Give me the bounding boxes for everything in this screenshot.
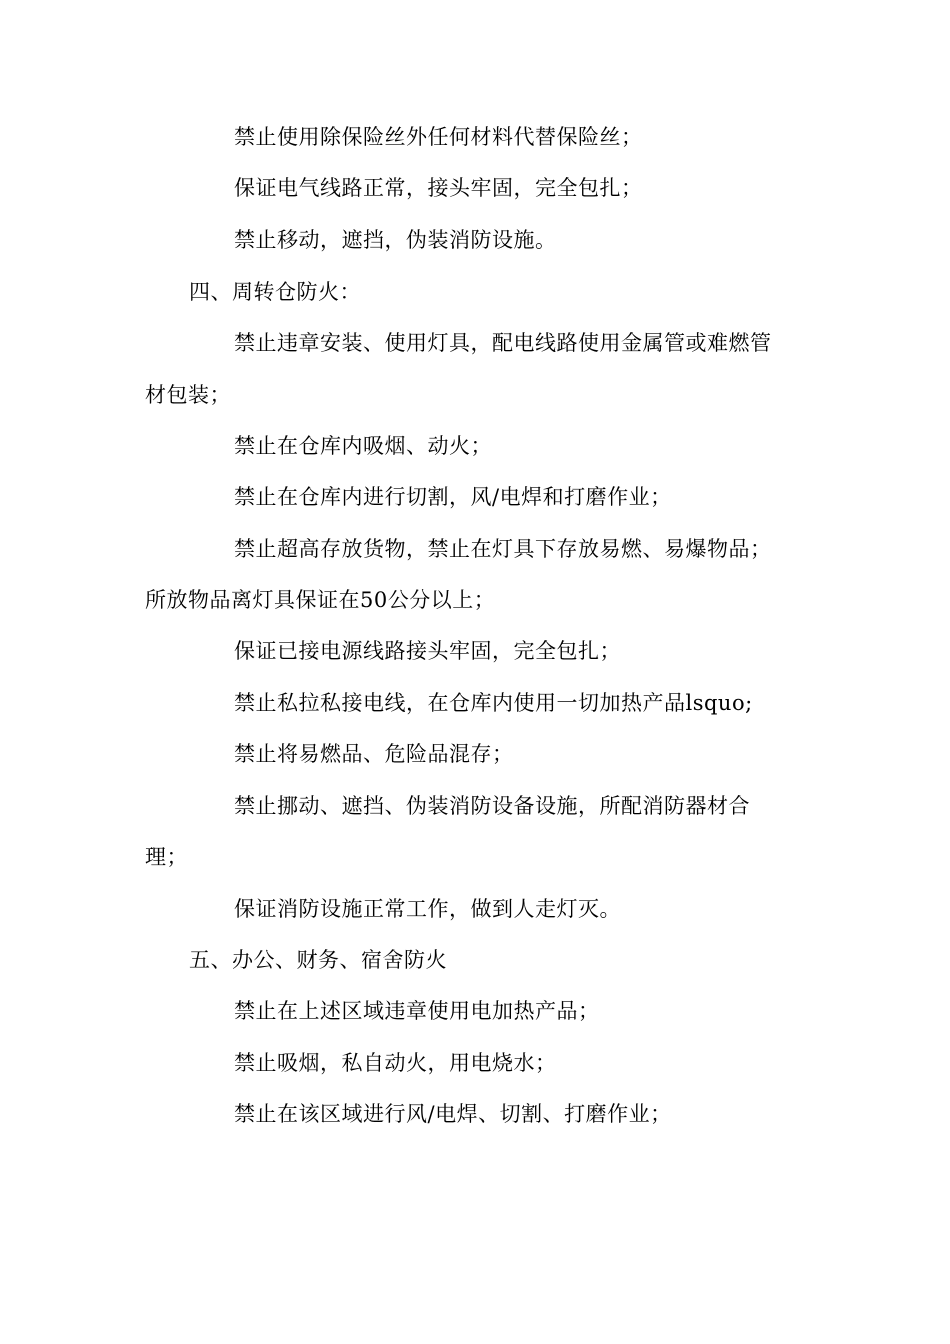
paragraph-line: 禁止超高存放货物，禁止在灯具下存放易燃、易爆物品； [234, 537, 772, 561]
paragraph-line: 禁止在上述区域违章使用电加热产品； [234, 999, 600, 1023]
paragraph-line: 所放物品离灯具保证在50公分以上； [145, 588, 496, 612]
section-heading: 五、办公、财务、宿舍防火 [189, 948, 447, 972]
paragraph-line: 禁止移动，遮挡，伪装消防设施。 [234, 228, 557, 252]
paragraph-line: 禁止在仓库内吸烟、动火； [234, 434, 492, 458]
paragraph-line: 禁止在该区域进行风/电焊、切割、打磨作业； [234, 1102, 672, 1126]
paragraph-line: 禁止挪动、遮挡、伪装消防设备设施，所配消防器材合 [234, 794, 750, 818]
paragraph-line: 禁止吸烟，私自动火，用电烧水； [234, 1051, 557, 1075]
paragraph-line: 保证消防设施正常工作，做到人走灯灭。 [234, 897, 621, 921]
paragraph-line: 禁止将易燃品、危险品混存； [234, 742, 514, 766]
section-heading: 四、周转仓防火： [189, 280, 361, 304]
paragraph-line: 禁止违章安装、使用灯具，配电线路使用金属管或难燃管 [234, 331, 772, 355]
paragraph-line: 保证电气线路正常，接头牢固，完全包扎； [234, 176, 643, 200]
paragraph-line: 材包装； [145, 383, 231, 407]
paragraph-line: 理； [145, 845, 188, 869]
paragraph-line: 禁止在仓库内进行切割，风/电焊和打磨作业； [234, 485, 672, 509]
paragraph-line: 保证已接电源线路接头牢固，完全包扎； [234, 639, 621, 663]
paragraph-line: 禁止使用除保险丝外任何材料代替保险丝； [234, 125, 643, 149]
paragraph-line: 禁止私拉私接电线，在仓库内使用一切加热产品lsquo; [234, 691, 753, 715]
